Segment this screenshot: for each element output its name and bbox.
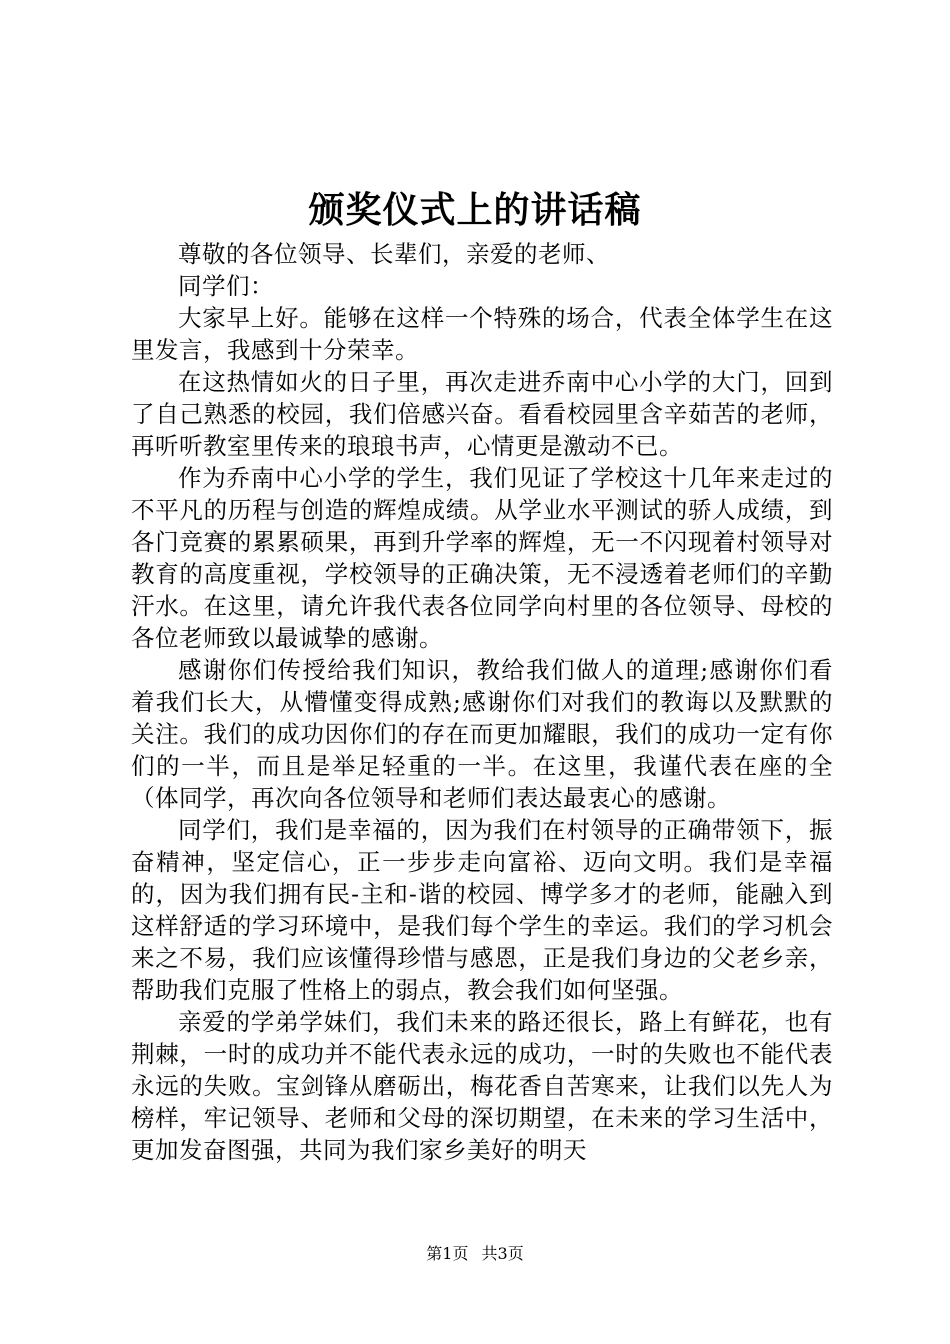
paragraph-salutation: 尊敬的各位领导、长辈们，亲爱的老师、 <box>178 240 610 268</box>
page-footer <box>0 1243 950 1265</box>
document-title: 颁奖仪式上的讲话稿 <box>308 189 642 231</box>
document-body <box>131 238 833 1166</box>
paragraph-achievements: 作为乔南中心小学的学生，我们见证了学校这十几年来走过的不平凡的历程与创造的辉煌成绩。从学业水平测试的骄人成绩，到各门竞赛的累累硕果，再到升学率的辉煌，无一不闪现着村领导对教育的高度重视，学校领导的正确决策，无不浸透着老师们的辛勤汗水。在这里，请允许我代表各位同学向村里的各位领导、母校的各位老师致以最诚挚的感谢。 <box>131 464 833 652</box>
paragraph-salutation-cont: 同学们： <box>178 272 274 300</box>
paragraph-encouragement: 亲爱的学弟学妹们，我们未来的路还很长，路上有鲜花，也有荆棘，一时的成功并不能代表永远的成功，一时的失败也不能代表永远的失败。宝剑锋从磨砺出，梅花香自苦寒来，让我们以先人为榜样，牢记领导、老师和父母的深切期望，在未来的学习生活中，更加发奋图强，共同为我们家乡美好的明天 <box>131 1008 833 1164</box>
paragraph-return-to-school: 在这热情如火的日子里，再次走进乔南中心小学的大门，回到了自己熟悉的校园，我们倍感兴奋。看看校园里含辛茹苦的老师，再听听教室里传来的琅琅书声，心情更是激动不已。 <box>131 368 833 460</box>
page-total: 共3页 <box>481 1244 524 1263</box>
paragraph-greeting: 大家早上好。能够在这样一个特殊的场合，代表全体学生在这里发言，我感到十分荣幸。 <box>131 304 833 364</box>
page-number: 第1页 <box>426 1244 469 1263</box>
paragraph-thanks: 感谢你们传授给我们知识，教给我们做人的道理;感谢你们看着我们长大，从懵懂变得成熟;感谢你们对我们的教诲以及默默的关注。我们的成功因你们的存在而更加耀眼，我们的成功一定有你们的一半，而且是举足轻重的一半。在这里，我谨代表在座的全（体同学，再次向各位领导和老师们表达最衷心的感谢。 <box>131 656 833 812</box>
paragraph-happiness: 同学们，我们是幸福的，因为我们在村领导的正确带领下，振奋精神，坚定信心，正一步步走向富裕、迈向文明。我们是幸福的，因为我们拥有民-主和-谐的校园、博学多才的老师，能融入到这样舒适的学习环境中，是我们每个学生的幸运。我们的学习机会来之不易，我们应该懂得珍惜与感恩，正是我们身边的父老乡亲，帮助我们克服了性格上的弱点，教会我们如何坚强。 <box>131 816 833 1004</box>
